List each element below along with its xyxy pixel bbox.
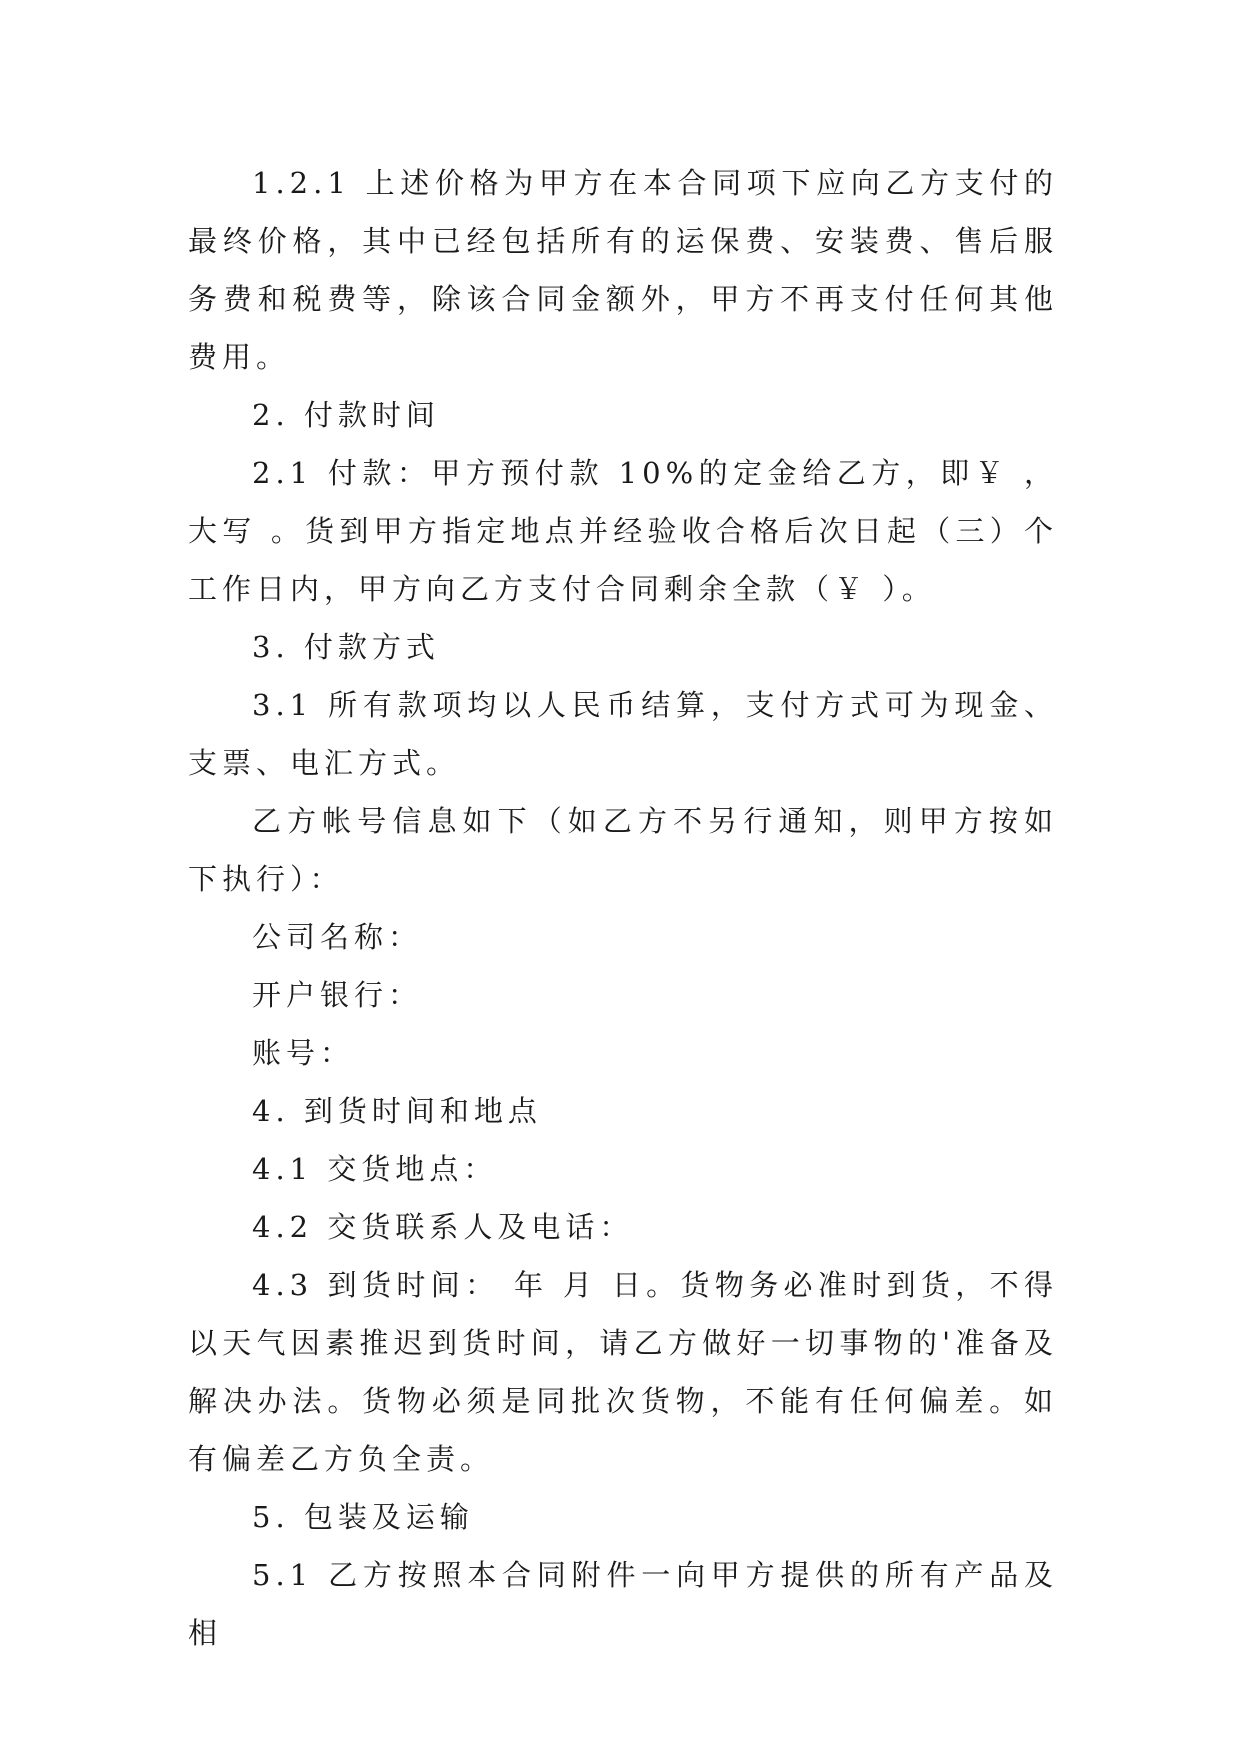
- clause-2-1-paragraph: 2.1 付款：甲方预付款 10%的定金给乙方，即￥ ，大写 。货到甲方指定地点并经验收合格后次日起（三）个工作日内，甲方向乙方支付合同剩余全款（￥ ）。: [188, 456, 1058, 606]
- account-info-intro: 乙方帐号信息如下（如乙方不另行通知，则甲方按如下执行）：: [188, 804, 1058, 896]
- company-name-field: 公司名称：: [252, 920, 423, 954]
- clause-1-2-1-paragraph: 1.2.1 上述价格为甲方在本合同项下应向乙方支付的最终价格，其中已经包括所有的运保费、安装费、售后服务费和税费等，除该合同金额外，甲方不再支付任何其他费用。: [188, 166, 1058, 374]
- clause-3-1-paragraph: 3.1 所有款项均以人民币结算，支付方式可为现金、支票、电汇方式。: [188, 688, 1058, 780]
- document-body: [188, 154, 1058, 1662]
- clause-5-1-paragraph: 5.1 乙方按照本合同附件一向甲方提供的所有产品及相: [188, 1558, 1058, 1650]
- clause-4-1-paragraph: 4.1 交货地点：: [252, 1152, 498, 1186]
- heading-payment-method: 3. 付款方式: [252, 630, 440, 664]
- account-number-field: 账号：: [252, 1036, 355, 1070]
- bank-name-field: 开户银行：: [252, 978, 423, 1012]
- heading-payment-time: 2. 付款时间: [252, 398, 440, 432]
- heading-packaging-transport: 5. 包装及运输: [252, 1500, 474, 1534]
- clause-4-2-paragraph: 4.2 交货联系人及电话：: [252, 1210, 634, 1244]
- clause-4-3-paragraph: 4.3 到货时间： 年 月 日。货物务必准时到货，不得以天气因素推迟到货时间，请乙方做好一切事物的'准备及解决办法。货物必须是同批次货物，不能有任何偏差。如有偏差乙方负全责。: [188, 1268, 1058, 1476]
- heading-delivery-time-place: 4. 到货时间和地点: [252, 1094, 542, 1128]
